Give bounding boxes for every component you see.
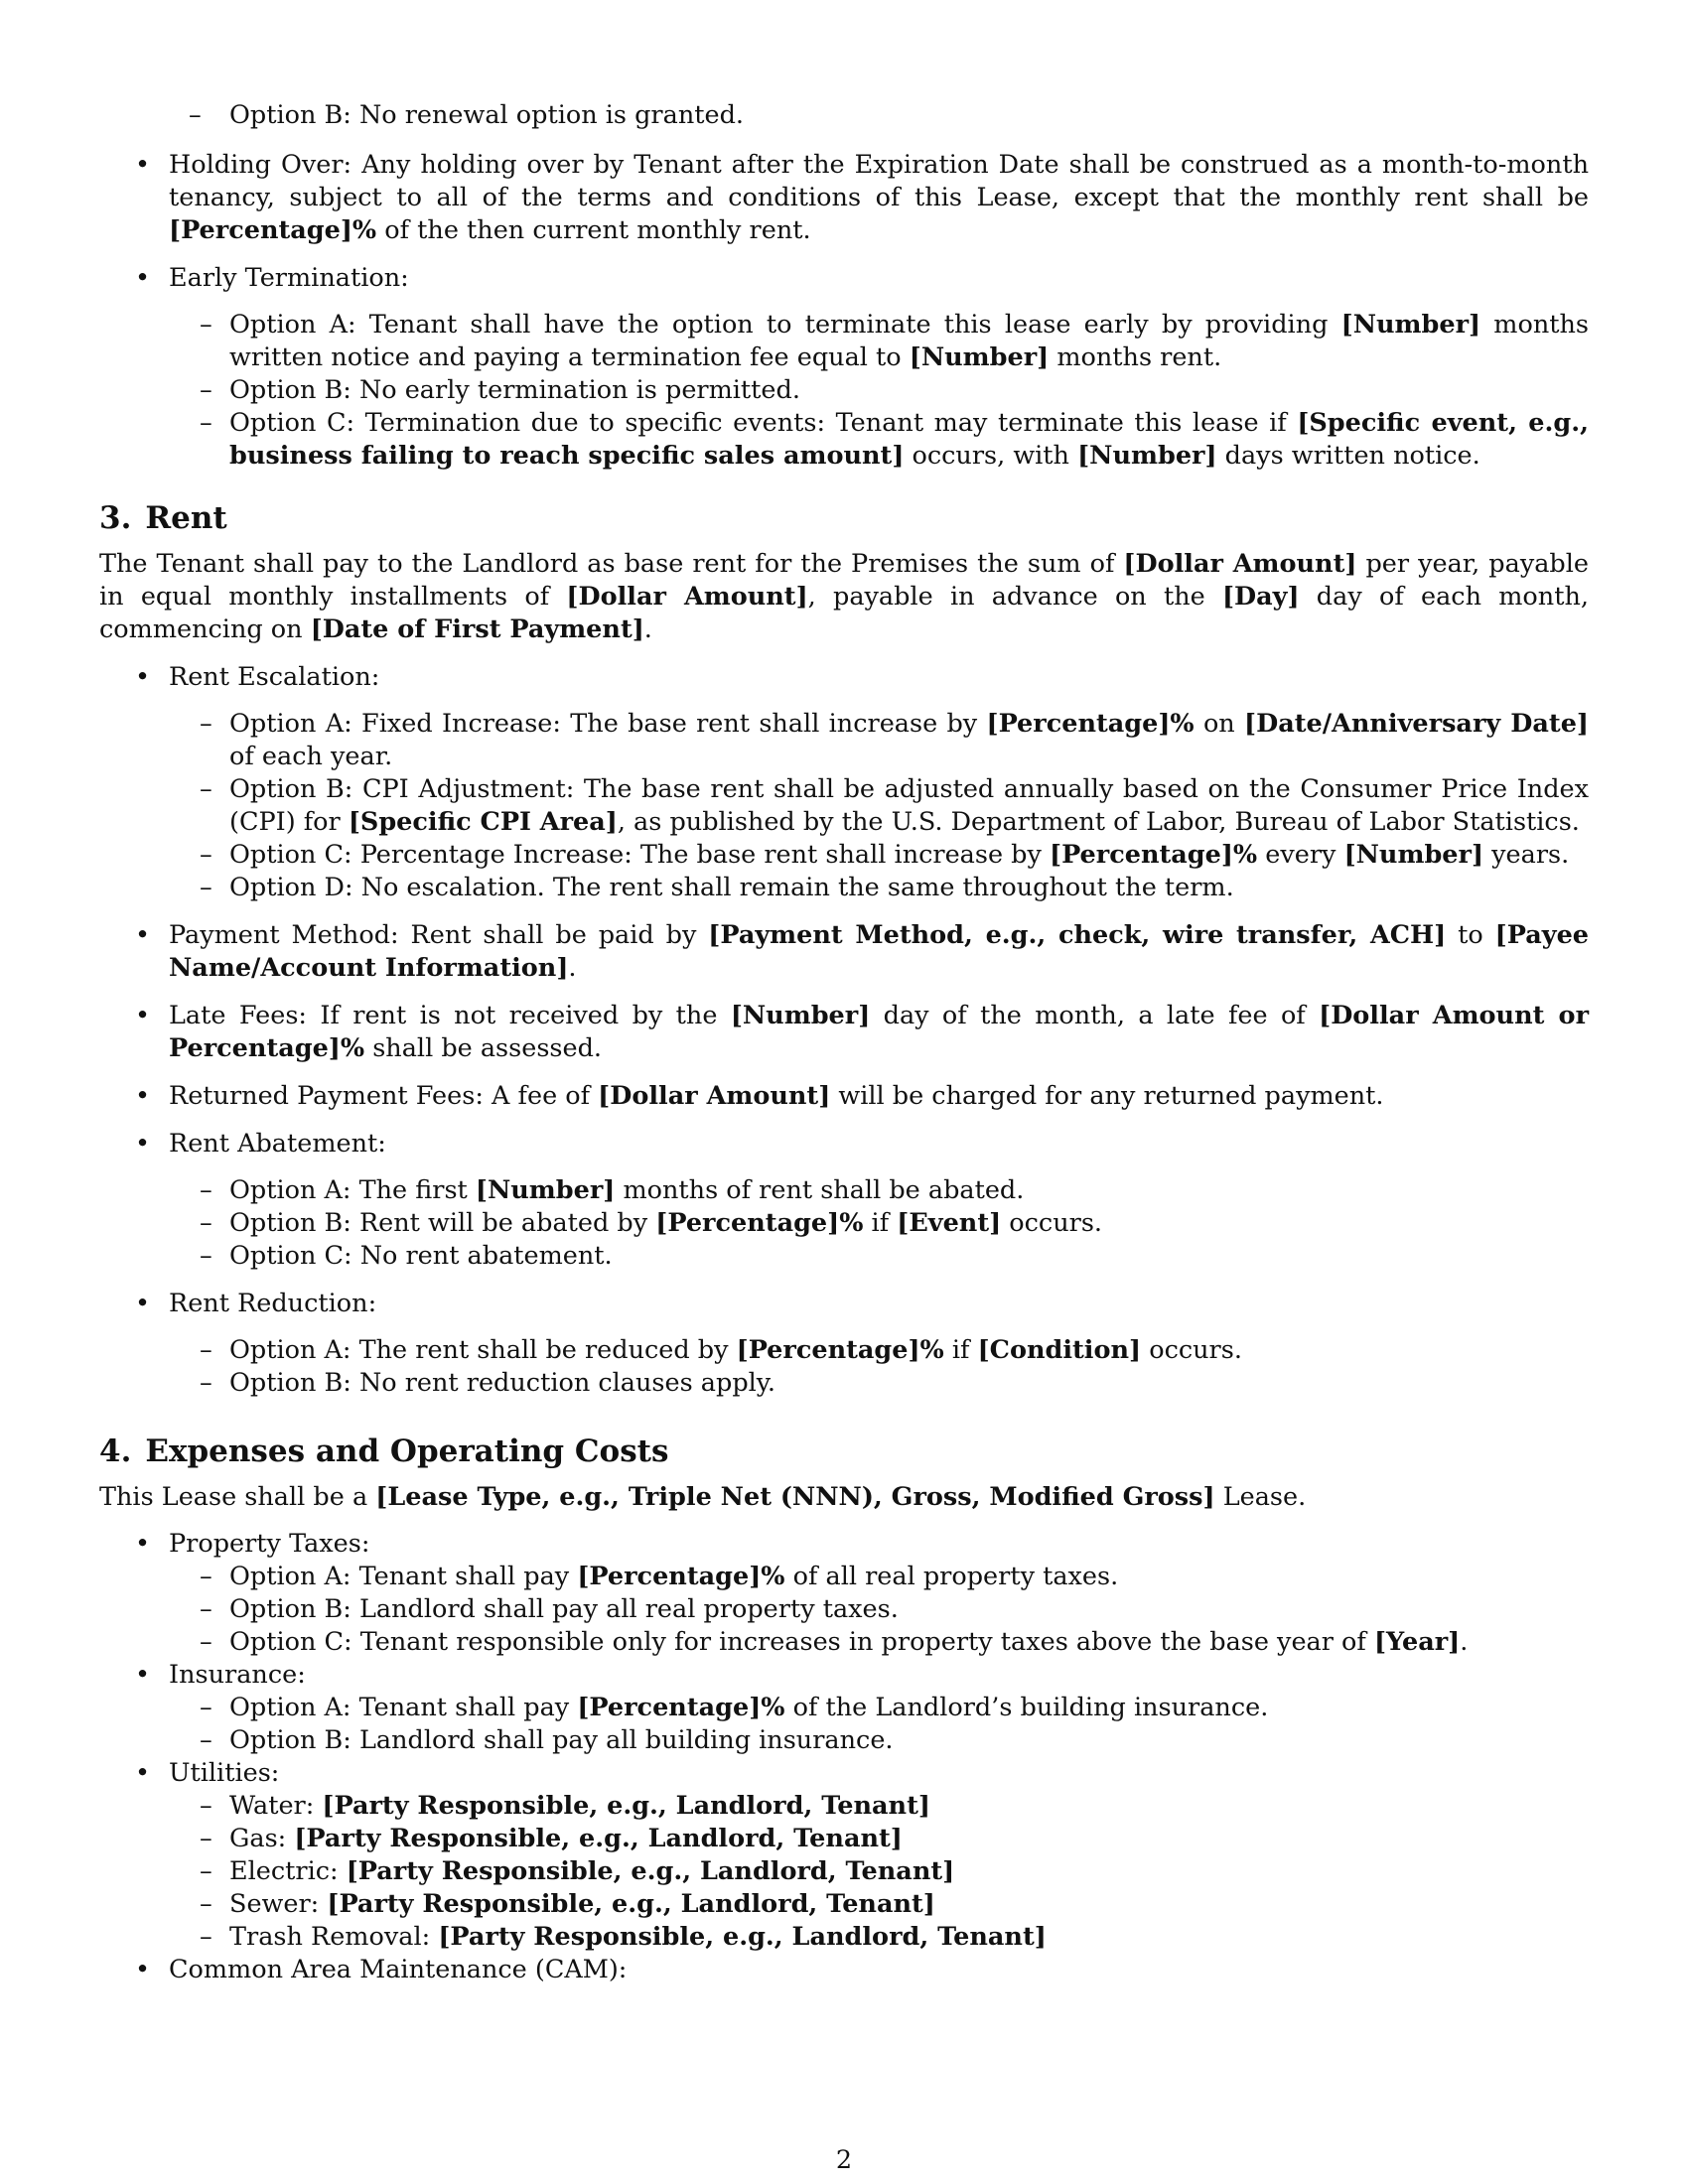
rent-reduction-option-a: – Option A: The rent shall be reduced by [Percentage]% if [Condition] occurs. [99, 1334, 1589, 1367]
utility-water: – Water: [Party Responsible, e.g., Landlord, Tenant] [99, 1790, 1589, 1823]
cam-clause: • Common Area Maintenance (CAM): [99, 1954, 1589, 1986]
early-termination-option-b: – Option B: No early termination is permitted. [99, 374, 1589, 407]
insurance-options [99, 1692, 1589, 1757]
holding-over-clause: • Holding Over: Any holding over by Tenant after the Expiration Date shall be construed as a month-to-month tenancy, subject to all of the terms and conditions of this Lease, except that the monthly rent shall be [Percentage]% of the then current monthly rent. [99, 149, 1589, 247]
rent-escalation-option-c: – Option C: Percentage Increase: The base rent shall increase by [Percentage]% every [Number] years. [99, 839, 1589, 872]
early-termination-options [99, 309, 1589, 473]
renewal-option-b: – Option B: No renewal option is granted. [169, 99, 1589, 132]
placeholder: [Number] [1340, 310, 1481, 340]
rent-escalation-option-d: – Option D: No escalation. The rent shall remain the same throughout the term. [99, 872, 1589, 904]
rent-escalation-option-a: – Option A: Fixed Increase: The base rent shall increase by [Percentage]% on [Date/Anniversary Date] of each year. [99, 708, 1589, 773]
rent-reduction-option-b: – Option B: No rent reduction clauses apply. [99, 1367, 1589, 1400]
early-termination-clause [99, 262, 1589, 473]
returned-payment-clause: • Returned Payment Fees: A fee of [Dollar Amount] will be charged for any returned payment. [99, 1080, 1589, 1113]
rent-abatement-option-b: – Option B: Rent will be abated by [Percentage]% if [Event] occurs. [99, 1207, 1589, 1240]
expenses-intro-paragraph: This Lease shall be a [Lease Type, e.g., Triple Net (NNN), Gross, Modified Gross] Lease. [99, 1482, 1307, 1512]
placeholder: [Percentage]% [169, 215, 377, 245]
insurance-option-b: – Option B: Landlord shall pay all building insurance. [99, 1724, 1589, 1757]
page-number: 2 [835, 2145, 853, 2175]
section-heading-rent: 3. Rent [99, 500, 227, 536]
late-fees-clause: • Late Fees: If rent is not received by the [Number] day of the month, a late fee of [Dollar Amount or Percentage]% shall be assessed. [99, 1000, 1589, 1065]
utility-sewer: – Sewer: [Party Responsible, e.g., Landlord, Tenant] [99, 1888, 1589, 1921]
property-taxes-options [99, 1561, 1589, 1659]
utility-gas: – Gas: [Party Responsible, e.g., Landlord, Tenant] [99, 1823, 1589, 1855]
placeholder: [Number] [1077, 441, 1217, 471]
early-termination-option-a: – Option A: Tenant shall have the option to terminate this lease early by providing [Number] months written notice and paying a termination fee equal to [Number] months rent. [99, 309, 1589, 374]
insurance-option-a: – Option A: Tenant shall pay [Percentage]% of the Landlord’s building insurance. [99, 1692, 1589, 1724]
property-taxes-option-a: – Option A: Tenant shall pay [Percentage]% of all real property taxes. [99, 1561, 1589, 1593]
document-page [99, 99, 1589, 1986]
property-taxes-option-c: – Option C: Tenant responsible only for increases in property taxes above the base year of [Year]. [99, 1626, 1589, 1659]
utilities-clause: • Utilities: – Water: [Party Responsible, e.g., Landlord, Tenant] – Gas: [Party Responsible, e.g., Landlord, Tenant] – Electric: [Party Responsible, e.g., Landlord, Tenant] – Sewer: [Party Responsible, e.g., Landlord, Tenant] – Trash Removal: [Party Responsible, e.g., Landlord, Tenant] [99, 1757, 1589, 1954]
rent-escalation-options [99, 708, 1589, 904]
property-taxes-option-b: – Option B: Landlord shall pay all real property taxes. [99, 1593, 1589, 1626]
rent-abatement-options [99, 1174, 1589, 1273]
rent-reduction-options [99, 1334, 1589, 1400]
rent-abatement-clause: • Rent Abatement: – Option A: The first [Number] months of rent shall be abated. – Option B: Rent will be abated by [Percentage]% if [Event] occurs. – Option C: No rent abatement. [99, 1128, 1589, 1273]
rent-abatement-option-c: – Option C: No rent abatement. [99, 1240, 1589, 1273]
early-termination-label: Early Termination: [169, 263, 409, 293]
rent-reduction-clause: • Rent Reduction: – Option A: The rent shall be reduced by [Percentage]% if [Condition] occurs. – Option B: No rent reduction clauses apply. [99, 1288, 1589, 1400]
term-clauses-list [99, 149, 1589, 473]
rent-escalation-clause: • Rent Escalation: – Option A: Fixed Increase: The base rent shall increase by [Percentage]% on [Date/Anniversary Date] of each year. – Option B: CPI Adjustment: The base rent shall be adjusted annually based on the Consumer Price Index (CPI) for [Specific CPI Area], as published by the U.S. Department of Labor, Bureau of Labor Statistics. – Option C: Percentage Increase: The base rent shall increase by [Percentage]% every [Number] years. – Option D: No escalation. The rent shall remain the same throughout the term. [99, 661, 1589, 904]
rent-intro-paragraph: The Tenant shall pay to the Landlord as base rent for the Premises the sum of [Dollar Amount] per year, payable in equal monthly installments of [Dollar Amount], payable in advance on the [Day] day of each month, commencing on [Date of First Payment]. [99, 549, 1589, 644]
early-termination-option-c: – Option C: Termination due to specific events: Tenant may terminate this lease if [Specific event, e.g., business failing to reach specific sales amount] occurs, with [Number] days written notice. [99, 407, 1589, 473]
rent-clauses-list [99, 661, 1589, 1400]
payment-method-clause: • Payment Method: Rent shall be paid by [Payment Method, e.g., check, wire transfer, ACH] to [Payee Name/Account Information]. [99, 919, 1589, 985]
expenses-clauses-list [99, 1528, 1589, 1986]
renewal-options-list [99, 99, 1589, 132]
property-taxes-clause: • Property Taxes: – Option A: Tenant shall pay [Percentage]% of all real property taxes. – Option B: Landlord shall pay all real property taxes. – Option C: Tenant responsible only for increases in property taxes above the base year of [Year]. [99, 1528, 1589, 1659]
utility-electric: – Electric: [Party Responsible, e.g., Landlord, Tenant] [99, 1855, 1589, 1888]
placeholder: [Number] [909, 342, 1050, 372]
section-heading-expenses: 4. Expenses and Operating Costs [99, 1433, 669, 1469]
insurance-clause: • Insurance: – Option A: Tenant shall pay [Percentage]% of the Landlord’s building insurance. – Option B: Landlord shall pay all building insurance. [99, 1659, 1589, 1757]
utilities-list [99, 1790, 1589, 1954]
utility-trash-removal: – Trash Removal: [Party Responsible, e.g., Landlord, Tenant] [99, 1921, 1589, 1954]
rent-abatement-option-a: – Option A: The first [Number] months of rent shall be abated. [99, 1174, 1589, 1207]
rent-escalation-option-b: – Option B: CPI Adjustment: The base rent shall be adjusted annually based on the Consumer Price Index (CPI) for [Specific CPI Area], as published by the U.S. Department of Labor, Bureau of Labor Statistics. [99, 773, 1589, 839]
placeholder: [Specific event, e.g., business failing to reach specific sales amount] [229, 408, 1589, 471]
